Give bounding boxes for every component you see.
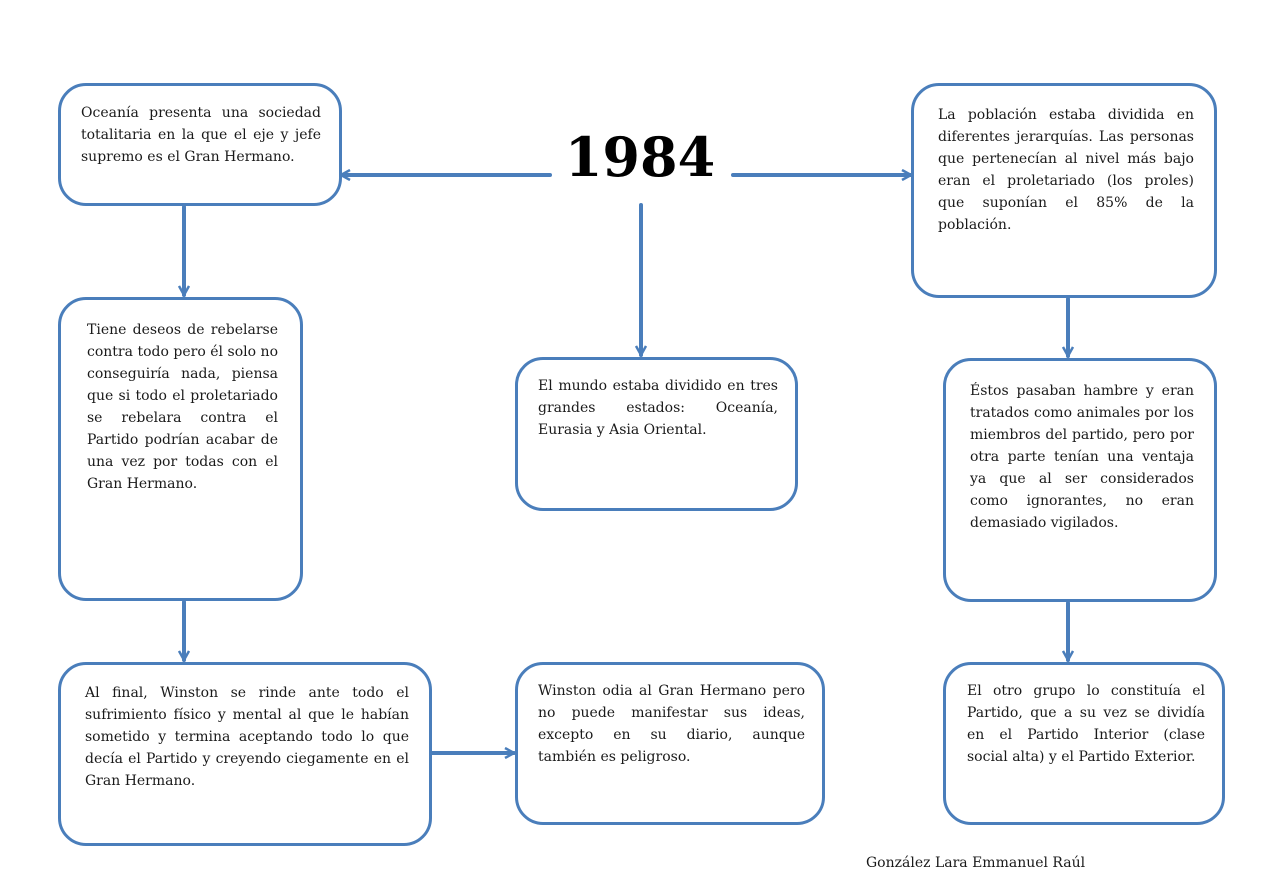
node-party-groups: El otro grupo lo constituía el Partido, que a su vez se dividía en el Partido Interior (clase social alta) y el Partido Exterior. — [943, 662, 1225, 825]
node-winston-hates: Winston odia al Gran Hermano pero no puede manifestar sus ideas, excepto en su diario, aunque también es peligroso. — [515, 662, 825, 825]
diagram-title: 1984 — [555, 122, 725, 192]
author-credit: González Lara Emmanuel Raúl — [866, 855, 1086, 871]
node-world-divided: El mundo estaba dividido en tres grandes estados: Oceanía, Eurasia y Asia Oriental. — [515, 357, 798, 511]
node-population-hierarchy: La población estaba dividida en diferentes jerarquías. Las personas que pertenecían al nivel más bajo eran el proletariado (los proles) que suponían el 85% de la población. — [911, 83, 1217, 298]
node-winston-surrenders: Al final, Winston se rinde ante todo el sufrimiento físico y mental al que le habían sometido y termina aceptando todo lo que decía el Partido y creyendo ciegamente en el Gran Hermano. — [58, 662, 432, 846]
node-proles-treatment: Éstos pasaban hambre y eran tratados como animales por los miembros del partido, pero por otra parte tenían una ventaja ya que al ser considerados como ignorantes, no eran demasiado vigilados. — [943, 358, 1217, 602]
node-rebellion-desire: Tiene deseos de rebelarse contra todo pero él solo no conseguiría nada, piensa que si todo el proletariado se rebelara contra el Partido podrían acabar de una vez por todas con el Gran Hermano. — [58, 297, 303, 601]
node-oceania-totalitarian: Oceanía presenta una sociedad totalitaria en la que el eje y jefe supremo es el Gran Hermano. — [58, 83, 342, 206]
